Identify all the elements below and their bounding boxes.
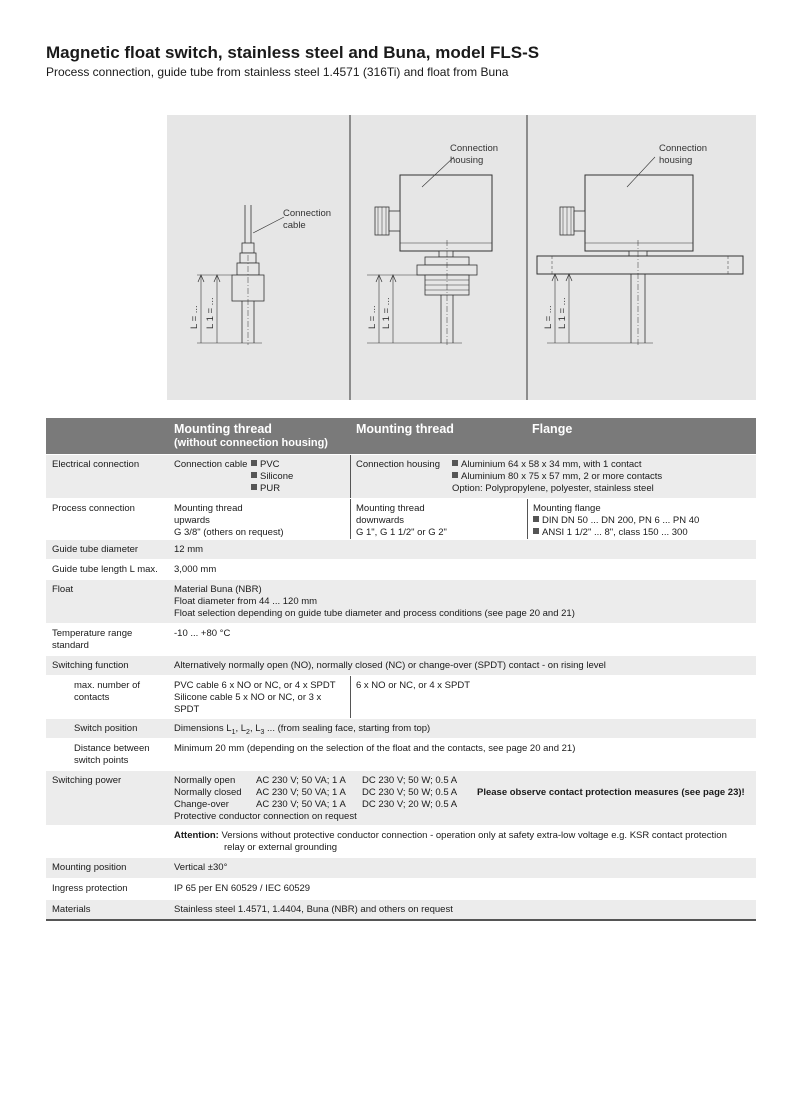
row-label: Electrical connection — [52, 459, 140, 470]
text-line: Mounting thread — [174, 503, 243, 514]
text-line: Mounting thread — [356, 503, 425, 514]
cable-label: Connection cable — [174, 459, 248, 470]
text-line: SPDT — [174, 704, 200, 715]
text-line: Versions without protective conductor connection - operation only at safety extra-low voltage e.g. KSR contact protection — [221, 830, 727, 841]
ac-rating: AC 230 V; 50 VA; 1 A — [256, 799, 346, 810]
power-contact-types — [174, 775, 264, 811]
row-switching-function — [46, 655, 756, 675]
row-value: Alternatively normally open (NO), normally closed (NC) or change-over (SPDT) contact - on rising level — [174, 660, 606, 671]
bullet-square-icon — [533, 528, 539, 534]
subscript: 3 — [260, 728, 265, 736]
option-alu-small: Aluminium 64 x 58 x 34 mm, with 1 contact — [461, 459, 642, 470]
text-line: Float selection depending on guide tube diameter and process conditions (see page 20 and 21) — [174, 608, 575, 619]
subscript: 2 — [246, 728, 250, 736]
row-value — [174, 584, 575, 620]
option-silicone: Silicone — [260, 471, 294, 482]
connection-cable-label-2: cable — [283, 220, 306, 231]
process-col2 — [356, 503, 447, 539]
row-max-contacts — [46, 675, 756, 718]
drawing-flange-version — [537, 143, 743, 345]
bullet-square-icon — [251, 484, 257, 490]
page-title: Magnetic float switch, stainless steel and Buna, model FLS-S — [46, 43, 540, 62]
text-line: Mounting flange — [533, 503, 601, 514]
table-bottom-rule — [46, 919, 756, 921]
row-distance-switch-points — [46, 738, 756, 770]
row-value — [174, 680, 336, 716]
ac-rating: AC 230 V; 50 VA; 1 A — [256, 787, 346, 798]
row-value — [174, 723, 430, 739]
connection-housing-label-2: housing — [450, 155, 484, 166]
option-pur: PUR — [260, 483, 281, 494]
header-mounting-thread-up — [174, 423, 328, 450]
row-value: 12 mm — [174, 544, 204, 555]
contact-type: Normally open — [174, 775, 236, 786]
power-dc — [362, 775, 457, 811]
row-ingress-protection — [46, 878, 756, 899]
cable-options — [251, 459, 293, 495]
column-divider — [527, 499, 528, 539]
row-float — [46, 579, 756, 623]
text-line: upwards — [174, 515, 210, 526]
row-guide-tube-diameter — [46, 539, 756, 559]
text-line: G 3/8" (others on request) — [174, 527, 284, 538]
housing-options — [452, 459, 662, 495]
bullet-square-icon — [251, 460, 257, 466]
dc-rating: DC 230 V; 20 W; 0.5 A — [362, 799, 458, 810]
header-col1-line1: Mounting thread — [174, 422, 272, 436]
flange-ansi: ANSI 1 1/2" ... 8", class 150 ... 300 — [542, 527, 688, 538]
row-process-connection — [46, 498, 756, 539]
row-value: -10 ... +80 °C — [174, 628, 231, 639]
text-line: standard — [52, 640, 89, 651]
row-label: Materials — [52, 904, 91, 915]
header-flange: Flange — [532, 422, 573, 436]
text-line: Distance between — [74, 743, 150, 754]
text-line: Silicone cable 5 x NO or NC, or 3 x — [174, 692, 322, 703]
row-temperature — [46, 623, 756, 655]
connection-housing-label: Connection — [659, 143, 708, 154]
header-mounting-thread-down: Mounting thread — [356, 422, 454, 436]
housing-label: Connection housing — [356, 459, 440, 470]
row-label: Switching power — [52, 775, 122, 786]
text-line: downwards — [356, 515, 405, 526]
process-col3 — [533, 503, 699, 539]
row-guide-tube-length — [46, 559, 756, 579]
drawing-thread-housing-version — [367, 143, 498, 345]
row-attention — [46, 825, 756, 857]
option-alu-large: Aluminium 80 x 75 x 57 mm, 2 or more contacts — [461, 471, 663, 482]
text-line: PVC cable 6 x NO or NC, or 4 x SPDT — [174, 680, 336, 691]
subscript: 1 — [231, 728, 236, 736]
option-pvc: PVC — [260, 459, 280, 470]
row-switching-power — [46, 770, 756, 825]
row-value: Vertical ±30° — [174, 862, 228, 873]
dim-label-l1: L 1 = ... — [381, 297, 392, 329]
process-col1 — [174, 503, 284, 539]
header-col1-line2: (without connection housing) — [174, 437, 328, 449]
row-label — [74, 743, 170, 767]
contact-protection-note: Please observe contact protection measures (see page 23)! — [477, 787, 745, 798]
row-label: Switch position — [74, 723, 138, 734]
column-divider — [350, 455, 351, 498]
attention-note — [174, 830, 727, 854]
row-switch-position — [46, 718, 756, 738]
row-label: Guide tube length L max. — [52, 564, 158, 575]
flange-din: DIN DN 50 ... DN 200, PN 6 ... PN 40 — [542, 515, 700, 526]
dim-label-l1: L 1 = ... — [205, 297, 216, 329]
row-value-2: 6 x NO or NC, or 4 x SPDT — [356, 680, 471, 691]
row-label: Mounting position — [52, 862, 127, 873]
row-label: Ingress protection — [52, 883, 128, 894]
attention-label: Attention: — [174, 830, 219, 841]
text-line: relay or external grounding — [224, 842, 338, 853]
text-part: , L — [249, 723, 261, 734]
text-line: max. number of — [74, 680, 140, 691]
column-divider — [350, 499, 351, 539]
drawing-cable-version — [189, 205, 331, 345]
housing-material-option: Option: Polypropylene, polyester, stainless steel — [452, 483, 654, 494]
row-label — [74, 680, 170, 704]
protective-conductor-note: Protective conductor connection on request — [174, 811, 357, 822]
text-line: Material Buna (NBR) — [174, 584, 262, 595]
text-line: contacts — [74, 692, 110, 703]
bullet-square-icon — [533, 516, 539, 522]
row-label — [52, 628, 170, 652]
text-line: Float diameter from 44 ... 120 mm — [174, 596, 318, 607]
dc-rating: DC 230 V; 50 W; 0.5 A — [362, 787, 458, 798]
text-line: Temperature range — [52, 628, 133, 639]
power-ac — [256, 775, 346, 811]
row-materials — [46, 899, 756, 919]
row-label: Switching function — [52, 660, 129, 671]
dim-label-l: L = ... — [189, 305, 200, 329]
spec-table-header — [46, 418, 756, 454]
bullet-square-icon — [452, 460, 458, 466]
ac-rating: AC 230 V; 50 VA; 1 A — [256, 775, 346, 786]
product-drawings — [167, 115, 756, 400]
text-part: ... (from sealing face, starting from top) — [264, 723, 431, 734]
dim-label-l: L = ... — [543, 305, 554, 329]
text-line: G 1", G 1 1/2" or G 2" — [356, 527, 447, 538]
row-value: Minimum 20 mm (depending on the selection of the float and the contacts, see page 20 and 21) — [174, 743, 576, 754]
contact-type: Normally closed — [174, 787, 242, 798]
row-value: Stainless steel 1.4571, 1.4404, Buna (NBR) and others on request — [174, 904, 453, 915]
spec-table — [46, 418, 756, 921]
text-part: , L — [235, 723, 247, 734]
connection-housing-label-2: housing — [659, 155, 693, 166]
page-subtitle: Process connection, guide tube from stainless steel 1.4571 (316Ti) and float from Buna — [46, 65, 509, 79]
dc-rating: DC 230 V; 50 W; 0.5 A — [362, 775, 458, 786]
text-line: switch points — [74, 755, 129, 766]
connection-housing-label: Connection — [450, 143, 499, 154]
row-label: Float — [52, 584, 74, 595]
row-label: Guide tube diameter — [52, 544, 139, 555]
connection-cable-label: Connection — [283, 208, 332, 219]
row-electrical-connection — [46, 454, 756, 498]
dim-label-l1: L 1 = ... — [557, 297, 568, 329]
bullet-square-icon — [251, 472, 257, 478]
dim-label-l: L = ... — [367, 305, 378, 329]
bullet-square-icon — [452, 472, 458, 478]
row-value: IP 65 per EN 60529 / IEC 60529 — [174, 883, 311, 894]
column-divider — [350, 676, 351, 718]
row-value: 3,000 mm — [174, 564, 217, 575]
contact-type: Change-over — [174, 799, 229, 810]
text-part: Dimensions L — [174, 723, 232, 734]
row-mounting-position — [46, 857, 756, 878]
row-label: Process connection — [52, 503, 135, 514]
